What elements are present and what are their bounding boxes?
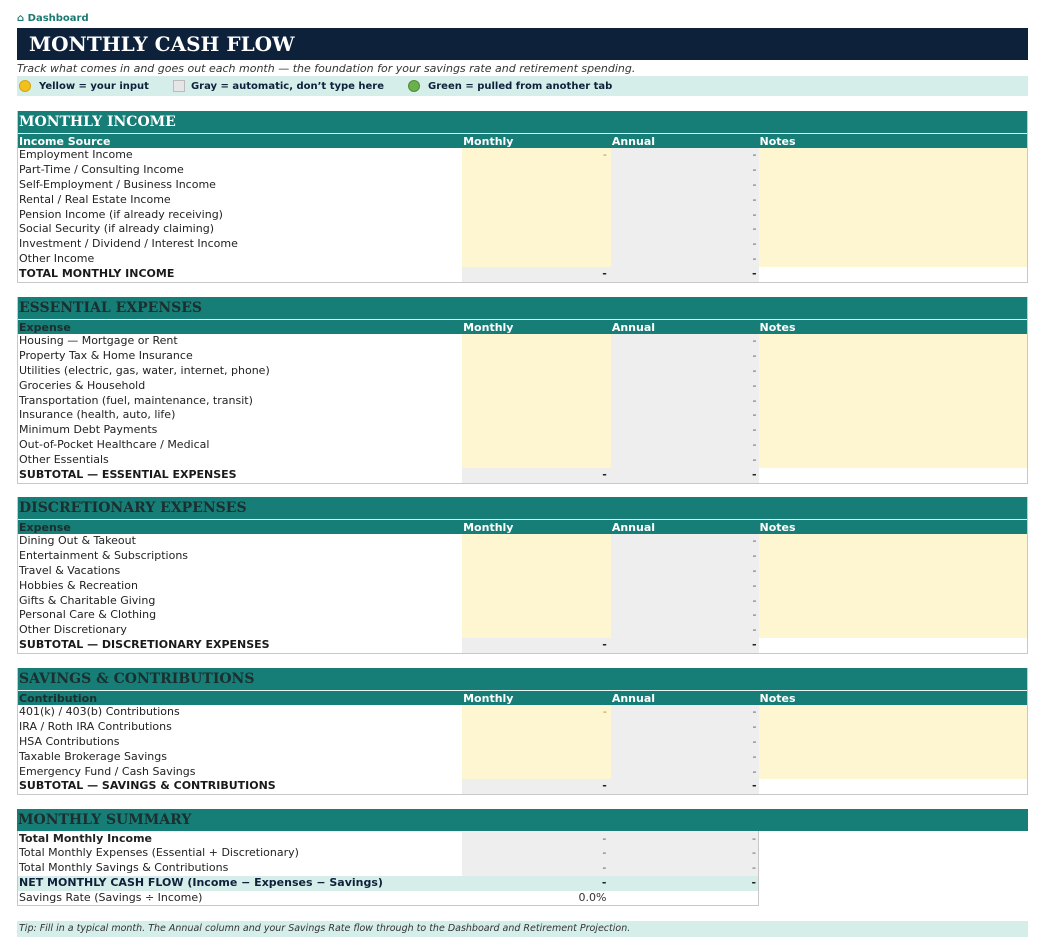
total-notes-blank (759, 468, 1027, 483)
monthly-input[interactable] (462, 408, 611, 423)
annual-value: - (611, 394, 759, 409)
monthly-input[interactable] (462, 364, 611, 379)
notes-input[interactable] (759, 579, 1027, 594)
col-annual: Annual (611, 521, 656, 534)
yellow-dot-icon (19, 80, 31, 92)
notes-input[interactable] (759, 534, 1027, 549)
notes-input[interactable] (759, 438, 1027, 453)
annual-value: - (611, 334, 759, 349)
table-row (18, 163, 1027, 178)
annual-value: - (611, 349, 759, 364)
row-label: Housing — Mortgage or Rent (19, 334, 178, 347)
row-label: Hobbies & Recreation (19, 578, 138, 592)
table-row (18, 148, 1027, 163)
monthly-input[interactable] (462, 564, 611, 579)
monthly-input[interactable] (462, 394, 611, 409)
notes-input[interactable] (759, 453, 1027, 468)
notes-input[interactable] (759, 237, 1027, 252)
table-row (18, 534, 1027, 549)
col-notes: Notes (759, 521, 796, 534)
row-label: Other Income (19, 252, 95, 266)
summary-label: Total Monthly Income (19, 832, 152, 845)
monthly-input[interactable] (462, 623, 611, 638)
row-label: Self-Employment / Business Income (19, 177, 216, 191)
annual-value: - (611, 193, 759, 208)
total-annual: - (611, 638, 759, 653)
income-section-title: MONTHLY INCOME (18, 111, 1027, 133)
col-notes: Notes (759, 321, 796, 334)
table-row (18, 237, 1027, 252)
total-label: SUBTOTAL — SAVINGS & CONTRIBUTIONS (19, 779, 276, 793)
monthly-input[interactable] (462, 334, 611, 349)
notes-input[interactable] (759, 193, 1027, 208)
gray-square-icon (173, 80, 185, 92)
row-label: Travel & Vacations (19, 563, 121, 577)
annual-value: - (611, 750, 759, 765)
table-row (18, 608, 1027, 623)
summary-annual: - (610, 832, 758, 846)
row-label: Minimum Debt Payments (19, 423, 158, 437)
row-label: Rental / Real Estate Income (19, 192, 171, 206)
row-label: Insurance (health, auto, life) (19, 408, 176, 422)
savings-header-row (18, 690, 1027, 705)
annual-value: - (611, 148, 759, 163)
col-monthly: Monthly (463, 135, 514, 148)
notes-input[interactable] (759, 394, 1027, 409)
annual-value: - (611, 423, 759, 438)
color-legend (17, 76, 1028, 96)
notes-input[interactable] (759, 408, 1027, 423)
notes-input[interactable] (759, 623, 1027, 638)
table-row (18, 178, 1027, 193)
col-monthly: Monthly (463, 321, 514, 334)
table-row (18, 364, 1027, 379)
row-label: Out-of-Pocket Healthcare / Medical (19, 438, 210, 452)
monthly-input[interactable] (462, 534, 611, 549)
row-label: Utilities (electric, gas, water, internet, phone) (19, 363, 270, 377)
monthly-input[interactable] (462, 438, 611, 453)
savings-rate-value: 0.0% (578, 890, 607, 904)
col-notes: Notes (759, 692, 796, 705)
annual-value: - (611, 608, 759, 623)
monthly-input[interactable] (462, 193, 611, 208)
row-label: Social Security (if already claiming) (19, 222, 214, 236)
table-row (18, 579, 1027, 594)
summary-monthly: - (462, 861, 611, 876)
notes-input[interactable] (759, 705, 1027, 720)
annual-value: - (611, 594, 759, 609)
page-subtitle: Track what comes in and goes out each month — the foundation for your savings rate and retirement spending. (17, 62, 636, 75)
income-header-row (18, 133, 1027, 148)
row-label: Personal Care & Clothing (19, 608, 157, 622)
total-annual: - (611, 779, 759, 794)
summary-monthly: - (462, 846, 611, 861)
total-monthly: - (462, 267, 611, 282)
row-label: Other Discretionary (19, 623, 127, 637)
notes-input[interactable] (759, 594, 1027, 609)
summary-annual: - (610, 861, 758, 876)
notes-input[interactable] (759, 750, 1027, 765)
annual-value: - (611, 178, 759, 193)
annual-value: - (611, 534, 759, 549)
annual-value: - (611, 720, 759, 735)
notes-input[interactable] (759, 765, 1027, 780)
essential-header-row (18, 319, 1027, 334)
total-notes-blank (759, 638, 1027, 653)
total-annual: - (611, 468, 759, 483)
monthly-input[interactable]: - (462, 705, 611, 720)
annual-value: - (611, 564, 759, 579)
discretionary-section-title: DISCRETIONARY EXPENSES (18, 497, 1027, 519)
col-annual: Annual (611, 135, 656, 148)
total-label: SUBTOTAL — DISCRETIONARY EXPENSES (19, 638, 270, 652)
summary-row (18, 831, 758, 846)
row-label: Property Tax & Home Insurance (19, 348, 193, 362)
table-row (18, 735, 1027, 750)
notes-input[interactable] (759, 252, 1027, 267)
monthly-input[interactable] (462, 349, 611, 364)
annual-value: - (611, 208, 759, 223)
notes-input[interactable] (759, 163, 1027, 178)
col-notes: Notes (759, 135, 796, 148)
green-dot-icon (408, 80, 420, 92)
savings-rate-label: Savings Rate (Savings ÷ Income) (19, 890, 203, 904)
table-row (18, 438, 1027, 453)
table-row (18, 720, 1027, 735)
monthly-input[interactable] (462, 594, 611, 609)
summary-section (17, 809, 1028, 906)
tip-footer: Tip: Fill in a typical month. The Annual column and your Savings Rate flow through to the Dashboard and Retirement Projection. (17, 921, 1028, 937)
monthly-input[interactable] (462, 208, 611, 223)
row-label: Emergency Fund / Cash Savings (19, 764, 196, 778)
col-contribution: Contribution (19, 692, 98, 705)
notes-input[interactable] (759, 423, 1027, 438)
annual-value: - (611, 222, 759, 237)
col-monthly: Monthly (463, 692, 514, 705)
row-label: Gifts & Charitable Giving (19, 593, 156, 607)
notes-input[interactable] (759, 349, 1027, 364)
annual-value: - (611, 579, 759, 594)
annual-value: - (611, 163, 759, 178)
notes-input[interactable] (759, 564, 1027, 579)
row-label: Pension Income (if already receiving) (19, 207, 223, 221)
savings-section-title: SAVINGS & CONTRIBUTIONS (18, 668, 1027, 690)
col-expense: Expense (19, 521, 71, 534)
row-label: Investment / Dividend / Interest Income (19, 237, 238, 251)
summary-label: Total Monthly Savings & Contributions (19, 860, 229, 874)
monthly-input[interactable] (462, 163, 611, 178)
notes-input[interactable] (759, 608, 1027, 623)
table-row (18, 705, 1027, 720)
monthly-input[interactable] (462, 423, 611, 438)
total-row (18, 468, 1027, 483)
annual-value: - (611, 705, 759, 720)
notes-input[interactable] (759, 720, 1027, 735)
monthly-input[interactable] (462, 765, 611, 780)
annual-value: - (611, 735, 759, 750)
table-row (18, 765, 1027, 780)
notes-input[interactable] (759, 549, 1027, 564)
notes-input[interactable] (759, 735, 1027, 750)
notes-input[interactable] (759, 208, 1027, 223)
col-income-source: Income Source (19, 135, 111, 148)
monthly-input[interactable] (462, 750, 611, 765)
col-expense: Expense (19, 321, 71, 334)
annual-value: - (611, 252, 759, 267)
total-monthly: - (462, 779, 611, 794)
summary-row (18, 846, 758, 861)
page-title: MONTHLY CASH FLOW (17, 28, 1028, 60)
monthly-input[interactable] (462, 237, 611, 252)
savings-rate-row (18, 891, 758, 906)
monthly-input[interactable] (462, 178, 611, 193)
monthly-input[interactable] (462, 608, 611, 623)
annual-value: - (611, 549, 759, 564)
row-label: Groceries & Household (19, 378, 146, 392)
total-row (18, 638, 1027, 653)
table-row (18, 394, 1027, 409)
legend-gray: Gray = automatic, don’t type here (190, 80, 385, 92)
table-row (18, 252, 1027, 267)
summary-row (18, 861, 758, 876)
table-row (18, 549, 1027, 564)
notes-input[interactable] (759, 334, 1027, 349)
table-row (18, 222, 1027, 237)
monthly-input[interactable] (462, 379, 611, 394)
annual-value: - (611, 379, 759, 394)
summary-monthly: - (462, 832, 611, 846)
table-row (18, 349, 1027, 364)
annual-value: - (611, 765, 759, 780)
table-row (18, 423, 1027, 438)
monthly-input[interactable] (462, 735, 611, 750)
table-row (18, 594, 1027, 609)
annual-value: - (611, 237, 759, 252)
total-row (18, 779, 1027, 794)
notes-input[interactable] (759, 364, 1027, 379)
total-annual: - (611, 267, 759, 282)
savings-section (17, 668, 1028, 795)
row-label: HSA Contributions (19, 734, 120, 748)
savings-rate-blank (610, 891, 758, 906)
annual-value: - (611, 438, 759, 453)
total-notes-blank (759, 779, 1027, 794)
table-row (18, 564, 1027, 579)
annual-value: - (611, 453, 759, 468)
table-row (18, 408, 1027, 423)
monthly-input[interactable] (462, 579, 611, 594)
table-row (18, 750, 1027, 765)
annual-value: - (611, 623, 759, 638)
row-label: Other Essentials (19, 453, 109, 467)
net-cash-flow-label: NET MONTHLY CASH FLOW (Income − Expenses − Savings) (19, 875, 383, 889)
total-row (18, 267, 1027, 282)
table-row (18, 334, 1027, 349)
monthly-input[interactable]: - (462, 148, 611, 163)
notes-input[interactable] (759, 379, 1027, 394)
dashboard-link[interactable]: ⌂ Dashboard (17, 13, 89, 24)
essential-section-title: ESSENTIAL EXPENSES (18, 297, 1027, 319)
total-monthly: - (462, 468, 611, 483)
summary-label: Total Monthly Expenses (Essential + Discretionary) (19, 845, 299, 859)
row-label: Employment Income (19, 148, 133, 161)
table-row (18, 193, 1027, 208)
col-annual: Annual (611, 692, 656, 705)
summary-section-title: MONTHLY SUMMARY (17, 809, 1028, 831)
legend-yellow: Yellow = your input (39, 80, 149, 92)
col-annual: Annual (611, 321, 656, 334)
monthly-input[interactable] (462, 549, 611, 564)
row-label: Entertainment & Subscriptions (19, 548, 189, 562)
row-label: Taxable Brokerage Savings (19, 749, 167, 763)
discretionary-section (17, 497, 1028, 654)
monthly-input[interactable] (462, 222, 611, 237)
summary-annual: - (610, 846, 758, 861)
net-cash-flow-annual: - (610, 876, 758, 891)
monthly-input[interactable] (462, 252, 611, 267)
legend-green: Green = pulled from another tab (428, 80, 613, 92)
row-label: 401(k) / 403(b) Contributions (19, 705, 180, 718)
row-label: Transportation (fuel, maintenance, transit) (19, 393, 253, 407)
row-label: Dining Out & Takeout (19, 534, 136, 547)
total-label: TOTAL MONTHLY INCOME (19, 267, 175, 281)
table-row (18, 623, 1027, 638)
discretionary-header-row (18, 519, 1027, 534)
col-monthly: Monthly (463, 521, 514, 534)
annual-value: - (611, 408, 759, 423)
monthly-input[interactable] (462, 453, 611, 468)
monthly-input[interactable] (462, 720, 611, 735)
annual-value: - (611, 364, 759, 379)
row-label: IRA / Roth IRA Contributions (19, 719, 172, 733)
net-cash-flow-row (18, 876, 758, 891)
total-monthly: - (462, 638, 611, 653)
total-notes-blank (759, 267, 1027, 282)
row-label: Part-Time / Consulting Income (19, 162, 184, 176)
table-row (18, 379, 1027, 394)
income-section (17, 111, 1028, 283)
essential-section (17, 297, 1028, 484)
net-cash-flow-monthly: - (462, 876, 611, 891)
notes-input[interactable] (759, 148, 1027, 163)
notes-input[interactable] (759, 222, 1027, 237)
table-row (18, 208, 1027, 223)
notes-input[interactable] (759, 178, 1027, 193)
total-label: SUBTOTAL — ESSENTIAL EXPENSES (19, 468, 237, 482)
table-row (18, 453, 1027, 468)
